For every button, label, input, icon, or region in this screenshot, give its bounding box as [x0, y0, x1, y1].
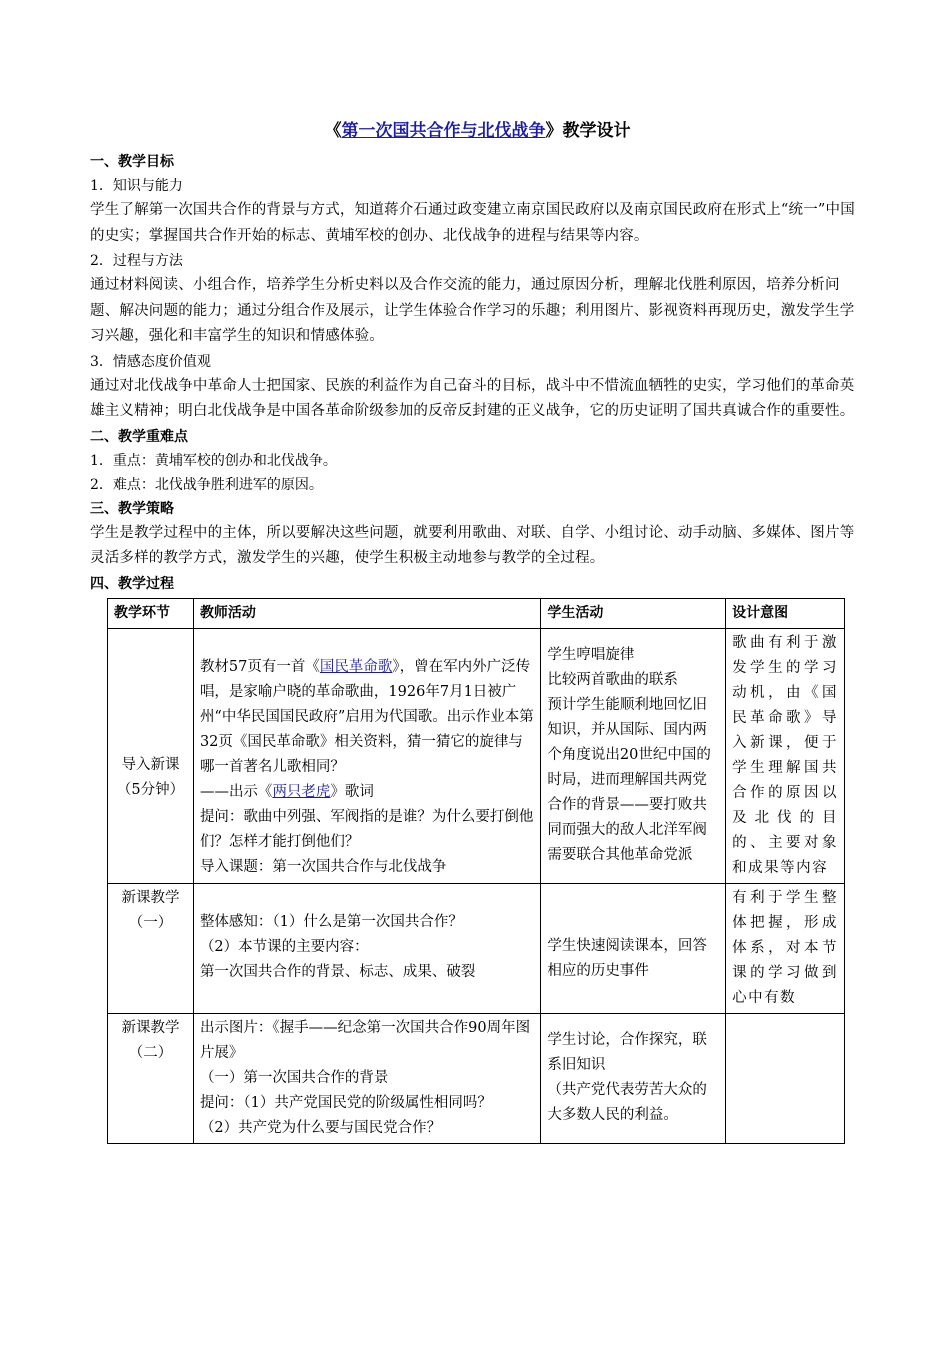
table-row	[108, 628, 845, 883]
design-intent-cell: 有利于学生整体把握，形成体系，对本节课的学习做到心中有数	[726, 883, 845, 1013]
stage-cell: 新课教学 （二）	[108, 1013, 194, 1143]
section-heading-keypoints: 二、教学重难点	[90, 428, 188, 445]
title-link[interactable]: 第一次国共合作与北伐战争	[341, 121, 546, 141]
teacher-activity-cell: 出示图片：《握手——纪念第一次国共合作90周年图片展》 （一）第一次国共合作的背景 提问：（1）共产党国民党的阶级属性相同吗？ （2）共产党为什么要与国民党合作？	[193, 1013, 540, 1143]
student-activity-cell: 学生快速阅读课本，回答相应的历史事件	[541, 883, 726, 1013]
difficulty-line: 2．难点：北伐战争胜利进军的原因。	[90, 476, 323, 493]
subheading-process: 2．过程与方法	[90, 253, 183, 269]
table-header-row	[108, 598, 845, 628]
header-teacher: 教师活动	[193, 598, 540, 628]
paragraph-values: 通过对北伐战争中革命人士把国家、民族的利益作为自己奋斗的目标，战斗中不惜流血牺牲的史实，学习他们的革命英雄主义精神；明白北伐战争是中国各革命阶级参加的反帝反封建的正义战争，它的历史证明了国共真诚合作的重要性。	[90, 377, 855, 419]
paragraph-knowledge: 学生了解第一次国共合作的背景与方式，知道蒋介石通过政变建立南京国民政府以及南京国民政府在形式上“统一”中国的史实；掌握国共合作开始的标志、黄埔军校的创办、北伐战争的进程与结果等内容。	[90, 202, 855, 244]
song-link-national-revolution[interactable]: 国民革命歌	[319, 658, 393, 675]
teacher-activity-cell: 教材57页有一首《国民革命歌》，曾在军内外广泛传唱，是家喻户晓的革命歌曲，1926年7月1日被广州“中华民国国民政府”启用为代国歌。出示作业本第32页《国民革命歌》相关资料，猜一猜它的旋律与哪一首著名儿歌相同？ ——出示《两只老虎》歌词 提问：歌曲中列强、军阀指的是谁？为什么要打倒他们？怎样才能打倒他们？ 导入课题：第一次国共合作与北伐战争	[193, 628, 540, 883]
stage-cell: 新课教学 （一）	[108, 883, 194, 1013]
student-activity-cell: 学生哼唱旋律 比较两首歌曲的联系 预计学生能顺利地回忆旧知识，并从国际、国内两个角度说出20世纪中国的时局，进而理解国共两党合作的背景——要打败共同而强大的敌人北洋军阀需要联合其他革命党派	[541, 628, 726, 883]
keypoint-line: 1．重点：黄埔军校的创办和北伐战争。	[90, 452, 337, 469]
paragraph-strategy: 学生是教学过程中的主体，所以要解决这些问题，就要利用歌曲、对联、自学、小组讨论、动手动脑、多媒体、图片等灵活多样的教学方式，激发学生的兴趣，使学生积极主动地参与教学的全过程。	[90, 524, 855, 566]
table-row	[108, 1013, 845, 1143]
student-activity-cell: 学生讨论，合作探究，联系旧知识 （共产党代表劳苦大众的大多数人民的利益。	[541, 1013, 726, 1143]
design-intent-cell: 歌曲有利于激发学生的学习动机，由《国民革命歌》导入新课，便于学生理解国共合作的原因以及北伐的目的、主要对象和成果等内容	[726, 628, 845, 883]
section-heading-strategy: 三、教学策略	[90, 500, 174, 517]
subheading-values: 3．情感态度价值观	[90, 353, 211, 370]
header-stage: 教学环节	[108, 598, 194, 628]
table-row	[108, 883, 845, 1013]
design-intent-cell	[726, 1013, 845, 1143]
song-link-two-tigers[interactable]: 两只老虎	[272, 783, 331, 800]
stage-cell: 导入新课 （5分钟）	[108, 628, 194, 883]
document-page	[90, 118, 865, 1144]
teaching-process-table	[107, 598, 845, 1144]
section-heading-objectives: 一、教学目标	[90, 154, 174, 170]
header-student: 学生活动	[541, 598, 726, 628]
header-intent: 设计意图	[726, 598, 845, 628]
paragraph-process: 通过材料阅读、小组合作，培养学生分析史料以及合作交流的能力，通过原因分析，理解北伐胜利原因，培养分析问题、解决问题的能力；通过分组合作及展示，让学生体验合作学习的乐趣；利用图片、影视资料再现历史，激发学生学习兴趣，强化和丰富学生的知识和情感体验。	[90, 277, 855, 344]
section-heading-process: 四、教学过程	[90, 575, 174, 592]
document-title: 《第一次国共合作与北伐战争》教学设计	[324, 121, 631, 141]
subheading-knowledge: 1．知识与能力	[90, 178, 183, 194]
teacher-activity-cell: 整体感知：（1）什么是第一次国共合作？ （2）本节课的主要内容： 第一次国共合作的背景、标志、成果、破裂	[193, 883, 540, 1013]
